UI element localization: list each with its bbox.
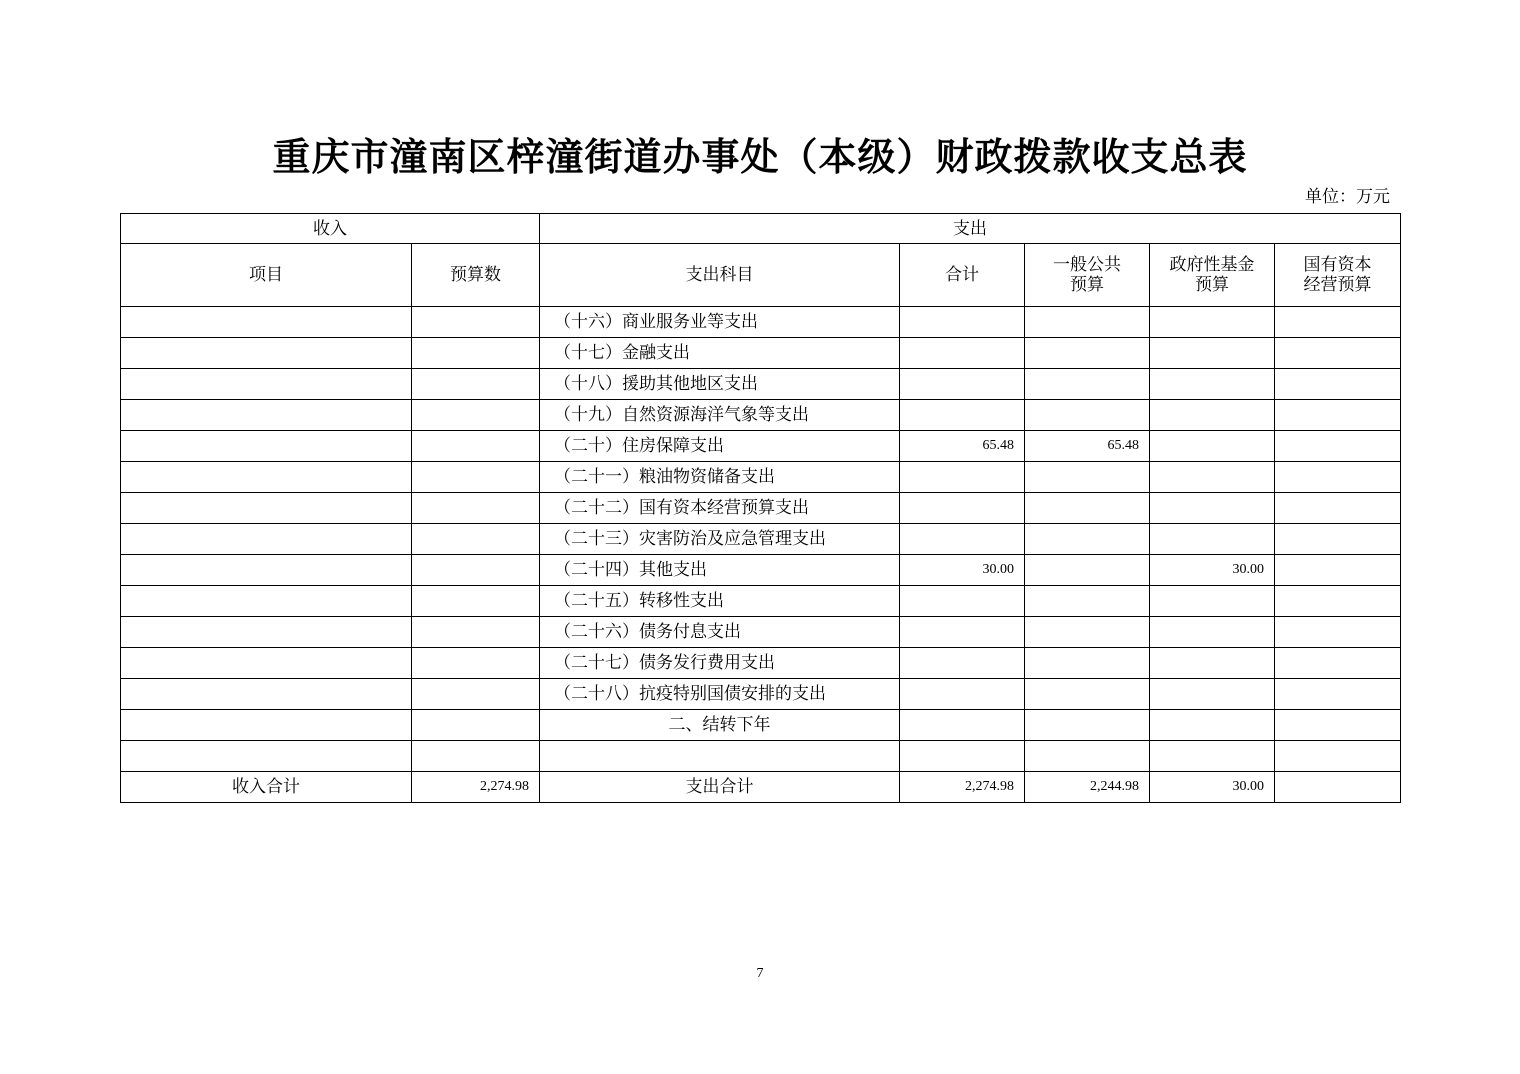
cell-general: [1025, 400, 1150, 431]
carry-forward-row: [121, 710, 1401, 741]
cell-total: [900, 524, 1025, 555]
cell-item: [121, 710, 412, 741]
cell-budget: [412, 648, 540, 679]
cell-fund: [1150, 431, 1275, 462]
cell-general: [1025, 679, 1150, 710]
cell-subject: （十九）自然资源海洋气象等支出: [540, 400, 900, 431]
cell-fund: [1150, 617, 1275, 648]
table-row: [121, 462, 1401, 493]
cell-total: [900, 710, 1025, 741]
cell-subject: （二十四）其他支出: [540, 555, 900, 586]
page-title: 重庆市潼南区梓潼街道办事处（本级）财政拨款收支总表: [272, 134, 1248, 179]
cell-fund: [1150, 741, 1275, 772]
table-row: [121, 307, 1401, 338]
cell-general: [1025, 710, 1150, 741]
cell-budget: [412, 524, 540, 555]
total-header: 合计: [900, 244, 1025, 307]
cell-subject: [540, 741, 900, 772]
finance-summary-table: [120, 213, 1401, 803]
table-row: [121, 586, 1401, 617]
cell-state: [1275, 679, 1401, 710]
cell-item: [121, 617, 412, 648]
cell-state: [1275, 369, 1401, 400]
cell-state: [1275, 617, 1401, 648]
expense-header: 支出: [540, 214, 1401, 244]
income-header: 收入: [121, 214, 540, 244]
cell-state: [1275, 555, 1401, 586]
cell-fund: [1150, 307, 1275, 338]
cell-total: 30.00: [900, 555, 1025, 586]
cell-total: [900, 679, 1025, 710]
cell-item: [121, 555, 412, 586]
cell-total: [900, 338, 1025, 369]
cell-general: [1025, 648, 1150, 679]
cell-total: [900, 617, 1025, 648]
cell-general: [1025, 369, 1150, 400]
cell-budget: [412, 617, 540, 648]
fund-total-value: 30.00: [1150, 772, 1275, 803]
state-capital-header: [1275, 244, 1401, 307]
cell-general: [1025, 462, 1150, 493]
cell-item: [121, 524, 412, 555]
cell-total: [900, 586, 1025, 617]
cell-budget: [412, 431, 540, 462]
table-row: [121, 431, 1401, 462]
cell-budget: [412, 493, 540, 524]
cell-general: [1025, 741, 1150, 772]
cell-subject: （二十八）抗疫特别国债安排的支出: [540, 679, 900, 710]
subject-header: 支出科目: [540, 244, 900, 307]
cell-total: 65.48: [900, 431, 1025, 462]
cell-general: [1025, 338, 1150, 369]
cell-subject: （二十六）债务付息支出: [540, 617, 900, 648]
cell-general: [1025, 617, 1150, 648]
cell-subject: （十七）金融支出: [540, 338, 900, 369]
blank-row: [121, 741, 1401, 772]
income-total-label: 收入合计: [121, 772, 412, 803]
cell-fund: [1150, 462, 1275, 493]
cell-subject: （二十）住房保障支出: [540, 431, 900, 462]
fund-budget-header: [1150, 244, 1275, 307]
cell-budget: [412, 586, 540, 617]
cell-fund: 30.00: [1150, 555, 1275, 586]
table-row: [121, 338, 1401, 369]
unit-label: 单位：万元: [1305, 187, 1390, 207]
table-row: [121, 648, 1401, 679]
cell-state: [1275, 493, 1401, 524]
general-header-line2: 预算: [1070, 275, 1104, 295]
expense-total-value: 2,274.98: [900, 772, 1025, 803]
cell-item: [121, 400, 412, 431]
cell-subject: （十八）援助其他地区支出: [540, 369, 900, 400]
table-row: [121, 555, 1401, 586]
cell-general: [1025, 586, 1150, 617]
cell-general: [1025, 555, 1150, 586]
page-number: 7: [756, 966, 764, 981]
cell-budget: [412, 741, 540, 772]
cell-fund: [1150, 648, 1275, 679]
totals-row: [121, 772, 1401, 803]
cell-subject: （十六）商业服务业等支出: [540, 307, 900, 338]
cell-state: [1275, 524, 1401, 555]
state-header-line1: 国有资本: [1303, 255, 1372, 275]
general-budget-header: [1025, 244, 1150, 307]
cell-item: [121, 586, 412, 617]
cell-general: 65.48: [1025, 431, 1150, 462]
cell-general: [1025, 524, 1150, 555]
table-row: [121, 679, 1401, 710]
expense-total-label: 支出合计: [540, 772, 900, 803]
cell-item: [121, 679, 412, 710]
cell-fund: [1150, 493, 1275, 524]
cell-general: [1025, 307, 1150, 338]
cell-subject: （二十一）粮油物资储备支出: [540, 462, 900, 493]
table-row: [121, 493, 1401, 524]
cell-total: [900, 648, 1025, 679]
cell-fund: [1150, 338, 1275, 369]
fund-header-line2: 预算: [1195, 275, 1229, 295]
cell-item: [121, 338, 412, 369]
table-row: [121, 524, 1401, 555]
cell-total: [900, 741, 1025, 772]
cell-item: [121, 369, 412, 400]
general-total-value: 2,244.98: [1025, 772, 1150, 803]
cell-state: [1275, 462, 1401, 493]
cell-fund: [1150, 586, 1275, 617]
cell-fund: [1150, 369, 1275, 400]
cell-item: [121, 648, 412, 679]
cell-budget: [412, 400, 540, 431]
cell-total: [900, 369, 1025, 400]
cell-state: [1275, 741, 1401, 772]
state-header-line2: 经营预算: [1303, 275, 1372, 295]
header-row-columns: [121, 244, 1401, 307]
cell-budget: [412, 462, 540, 493]
cell-item: [121, 493, 412, 524]
income-total-value: 2,274.98: [412, 772, 540, 803]
fund-header-line1: 政府性基金: [1169, 255, 1255, 275]
table-row: [121, 617, 1401, 648]
cell-budget: [412, 679, 540, 710]
cell-subject: （二十三）灾害防治及应急管理支出: [540, 524, 900, 555]
cell-item: [121, 431, 412, 462]
cell-subject: 二、结转下年: [540, 710, 900, 741]
cell-budget: [412, 369, 540, 400]
cell-general: [1025, 493, 1150, 524]
cell-fund: [1150, 679, 1275, 710]
budget-header: 预算数: [412, 244, 540, 307]
cell-state: [1275, 648, 1401, 679]
cell-subject: （二十七）债务发行费用支出: [540, 648, 900, 679]
table-row: [121, 369, 1401, 400]
header-row-group: [121, 214, 1401, 244]
cell-item: [121, 741, 412, 772]
cell-budget: [412, 710, 540, 741]
cell-subject: （二十五）转移性支出: [540, 586, 900, 617]
table-row: [121, 400, 1401, 431]
cell-fund: [1150, 524, 1275, 555]
cell-total: [900, 307, 1025, 338]
cell-state: [1275, 431, 1401, 462]
item-header: 项目: [121, 244, 412, 307]
cell-total: [900, 462, 1025, 493]
cell-state: [1275, 338, 1401, 369]
cell-state: [1275, 586, 1401, 617]
cell-state: [1275, 710, 1401, 741]
cell-total: [900, 493, 1025, 524]
cell-total: [900, 400, 1025, 431]
general-header-line1: 一般公共: [1053, 255, 1121, 275]
cell-fund: [1150, 400, 1275, 431]
state-total-value: [1275, 772, 1401, 803]
cell-budget: [412, 338, 540, 369]
cell-state: [1275, 307, 1401, 338]
cell-budget: [412, 307, 540, 338]
cell-item: [121, 462, 412, 493]
cell-budget: [412, 555, 540, 586]
cell-subject: （二十二）国有资本经营预算支出: [540, 493, 900, 524]
cell-item: [121, 307, 412, 338]
cell-state: [1275, 400, 1401, 431]
cell-fund: [1150, 710, 1275, 741]
